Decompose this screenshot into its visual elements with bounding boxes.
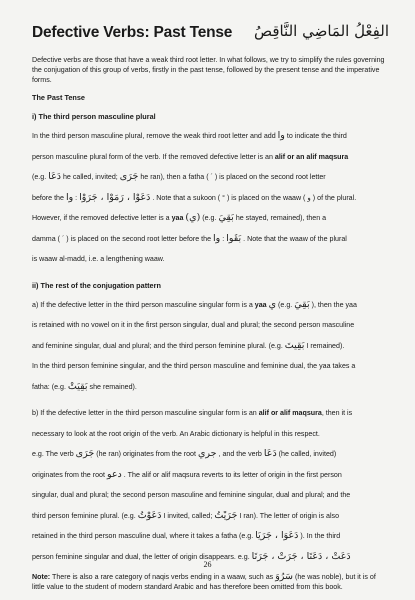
- text-line: originates from the root دعو . The alif or alif maqsura reverts to its letter of origin in the first person: [32, 469, 342, 480]
- arabic-title: الفِعْلُ المَاضِي النَّاقِصُ: [253, 22, 389, 40]
- section1-heading: i) The third person masculine plural: [32, 112, 156, 122]
- text-line: third person feminine plural. (e.g. دَعَوْتُ I invited, called; جَرَيْتُ I ran). The letter of origin is also: [32, 510, 340, 521]
- page-title: Defective Verbs: Past Tense: [32, 24, 233, 41]
- text-line: fatha: (e.g. بَقِيَتْ she remained).: [32, 381, 137, 392]
- text-line: is retained with no vowel on it in the first person singular, dual and plural; the second person masculine: [32, 321, 355, 330]
- page-number: 26: [203, 560, 212, 569]
- text-line: In the third person masculine plural, remove the weak third root letter and add وا to indicate the third: [32, 131, 347, 142]
- note-paragraph: Note: There is also a rare category of naqis verbs ending in a waaw, such as سَرُوَ (he was noble), but it is of little value to the student of modern standard Arabic and has therefore been omitted from this book.: [32, 571, 376, 592]
- text-line: damma ( ´ ) is placed on the second root letter before the وا : بَقُوا . Note that the waaw of the plural: [32, 233, 347, 244]
- section2-para-b: [32, 408, 385, 572]
- text-line: singular, dual and plural; the second person masculine and feminine singular, dual and plural; and the: [32, 491, 351, 500]
- text-line: person masculine plural form of the verb. If the removed defective letter is an alif or an alif maqsura: [32, 152, 349, 161]
- text-line: and feminine singular, dual and plural; and the third person feminine plural. (e.g. بَقِيتَ I remained).: [32, 340, 345, 351]
- page-header: [32, 22, 389, 46]
- section2-para-a: [32, 300, 385, 403]
- text-line: necessary to look at the root origin of the verb. An Arabic dictionary is helpful in this respect.: [32, 429, 320, 438]
- text-line: person feminine singular and dual, the letter of origin disappears. e.g. دَعَتْ ، دَعَتَا ، جَرَتْ ، جَرَتَا: [32, 551, 351, 562]
- intro-paragraph: Defective verbs are those that have a weak third root letter. In what follows, we try to simplify the rules governing the conjugation of this group of verbs, firstly in the past tense, followed by the present tense and the imperative forms.: [32, 56, 385, 84]
- note-label: Note:: [32, 573, 51, 582]
- text-line: (e.g. دَعَا he called, invited; جَرَى he ran), then a fatha ( ´ ) is placed on the second root letter: [32, 172, 326, 183]
- text-line: e.g. The verb جَرَى (he ran) originates from the root جري , and the verb دَعَا (he called, invited): [32, 449, 337, 460]
- text-line: is waaw al-madd, i.e. a lengthening waaw.: [32, 255, 165, 264]
- page-content: [32, 56, 385, 600]
- section2-heading: ii) The rest of the conjugation pattern: [32, 280, 161, 290]
- text-line: b) If the defective letter in the third person masculine singular form is an alif or alif maqsura, then it is: [32, 409, 353, 418]
- text-line: However, if the removed defective letter is a yaa (ي) (e.g. بَقِيَ he stayed, remained), then a: [32, 213, 327, 224]
- text-line: retained in the third person masculine dual, where it takes a fatha (e.g. دَعَوَا ، جَرَيَا ). In the third: [32, 531, 341, 542]
- text-line: a) If the defective letter in the third person masculine singular form is a yaa ي (e.g. بَقِيَ ), then the yaa: [32, 299, 357, 310]
- section1-lines: [32, 131, 385, 275]
- text-line: before the وا : دَعَوْا ، رَمَوْا ، جَرَوْا . Note that a sukoon ( ° ) is placed on the waaw ( و ) of the plural.: [32, 192, 357, 203]
- past-tense-heading: The Past Tense: [32, 93, 85, 103]
- text-line: In the third person feminine singular, and the third person masculine and feminine dual, the yaa takes a: [32, 362, 356, 371]
